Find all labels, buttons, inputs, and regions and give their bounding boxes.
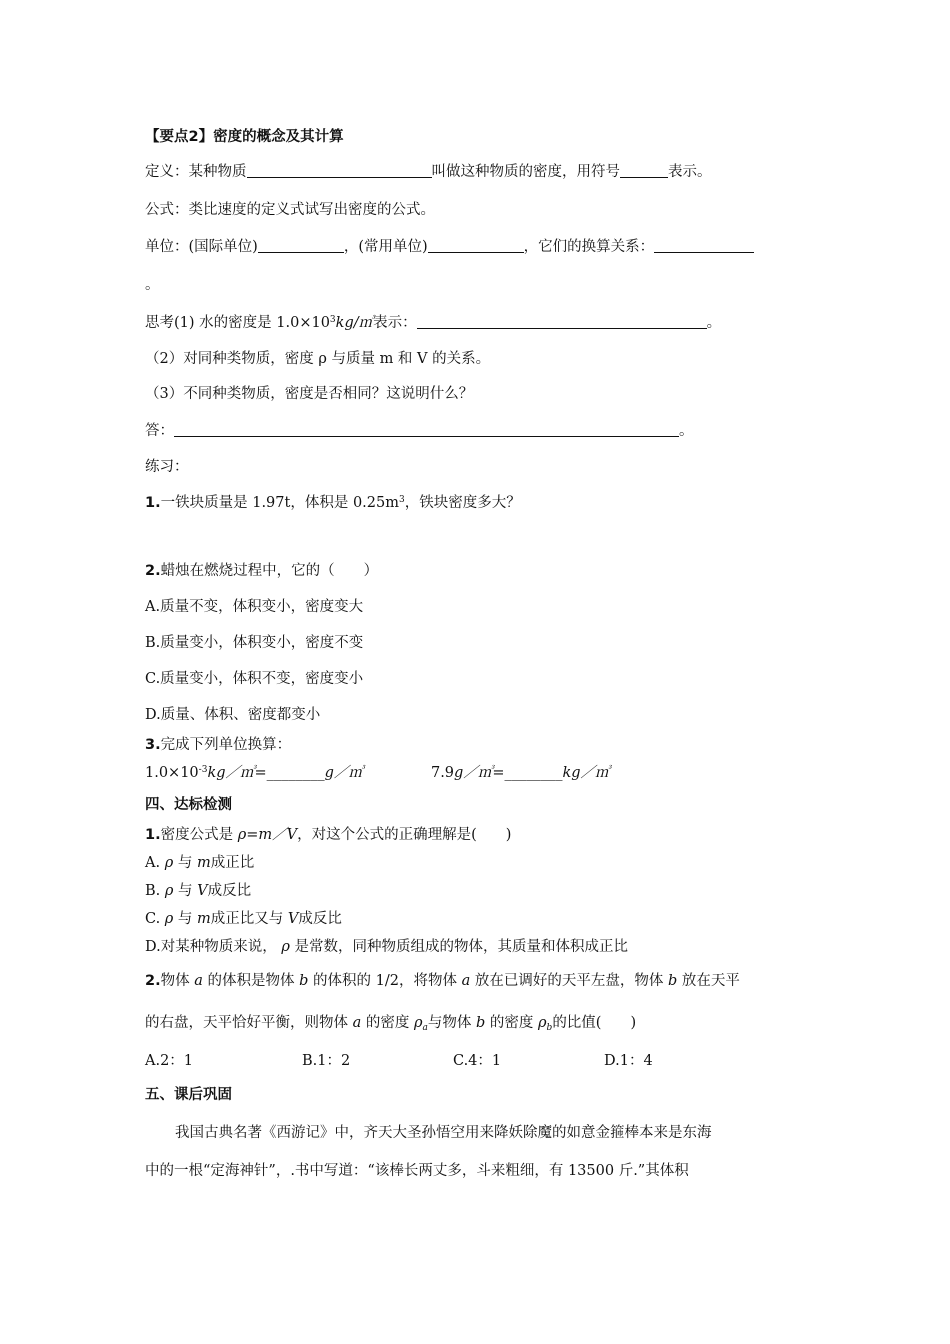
- formula-line: 公式：类比速度的定义式试写出密度的公式。: [145, 202, 435, 218]
- practice-q3-conversions: $1.0\times 10^{-3}kg/㎥=\_\_\_\_\_\_\_\_g/㎥$ 7.9g／㎥=________kg／㎥: [145, 765, 610, 781]
- check-q1-option-c: C. ρ 与 m成正比又与 V成反比: [145, 911, 342, 927]
- paragraph-line-1: 我国古典名著《西游记》中，齐天大圣孙悟空用来降妖除魔的如意金箍棒本来是东海: [175, 1125, 712, 1141]
- section-title-four: 四、达标检测: [145, 797, 232, 813]
- unit-line: 单位：(国际单位) ，(常用单位) ，它们的换算关系：: [145, 237, 754, 257]
- practice-q1: 1.一铁块质量是 1.97t，体积是 $0.25m^3$，铁块密度多大？: [145, 495, 521, 511]
- check-q2-option-a: A.2：1: [145, 1053, 194, 1069]
- check-q2-line2: 的右盘，天平恰好平衡，则物体 a 的密度 $\rho_a$与物体 b 的密度 $\rho_b$的比值( ): [145, 1015, 637, 1033]
- definition-blank[interactable]: [247, 162, 432, 178]
- practice-q2-option-c: C.质量变小，体积不变，密度变小: [145, 671, 364, 687]
- check-q1-option-a: A. ρ 与 m成正比: [145, 855, 255, 871]
- conversion-blank[interactable]: [654, 237, 754, 253]
- symbol-blank[interactable]: [620, 162, 668, 178]
- answer-blank[interactable]: [174, 421, 679, 437]
- think1-blank[interactable]: [417, 313, 707, 329]
- check-q1-option-b: B. ρ 与 V成反比: [145, 883, 252, 899]
- conversion-b-blank[interactable]: ________: [504, 765, 563, 781]
- si-unit-blank[interactable]: [258, 237, 344, 253]
- check-q2-option-c: C.4：1: [453, 1053, 502, 1069]
- section-title-key2: 【要点2】密度的概念及其计算: [145, 129, 344, 145]
- unit-line-end: 。: [145, 277, 160, 293]
- check-q1-option-d: D.对某种物质来说， ρ 是常数，同种物质组成的物体，其质量和体积成正比: [145, 939, 628, 955]
- practice-q3: 3.完成下列单位换算：: [145, 737, 292, 753]
- think1-line: 思考(1) 水的密度是 $1.0\times 10^3kg/㎥$表示： 。: [145, 315, 722, 331]
- check-q2-line1: 2.物体 a 的体积是物体 b 的体积的 1/2，将物体 a 放在已调好的天平左盘，物体 b 放在天平: [145, 973, 740, 989]
- check-q2-option-b: B.1：2: [302, 1053, 351, 1069]
- conversion-a-blank[interactable]: ________: [266, 765, 325, 781]
- practice-q2: 2.蜡烛在燃烧过程中，它的（ ）: [145, 563, 379, 579]
- common-unit-blank[interactable]: [428, 237, 524, 253]
- think3-line: （3）不同种类物质，密度是否相同？这说明什么？: [145, 386, 474, 402]
- check-q2-option-d: D.1：4: [604, 1053, 653, 1069]
- practice-q2-option-b: B.质量变小，体积变小，密度不变: [145, 635, 364, 651]
- check-q1: 1.密度公式是 ρ=m／V，对这个公式的正确理解是( ): [145, 827, 512, 843]
- think2-line: （2）对同种类物质，密度 ρ 与质量 m 和 V 的关系。: [145, 351, 491, 367]
- practice-q2-option-a: A.质量不变，体积变小，密度变大: [145, 599, 364, 615]
- section-title-five: 五、课后巩固: [145, 1087, 232, 1103]
- practice-label: 练习：: [145, 459, 189, 475]
- definition-line: 定义：某种物质 叫做这种物质的密度，用符号 表示。: [145, 164, 712, 180]
- paragraph-line-2: 中的一根“定海神针”，.书中写道：“该棒长两丈多，斗来粗细，有 13500 斤.”其体积: [145, 1163, 689, 1179]
- practice-q2-option-d: D.质量、体积、密度都变小: [145, 707, 321, 723]
- answer-line: 答： 。: [145, 423, 694, 439]
